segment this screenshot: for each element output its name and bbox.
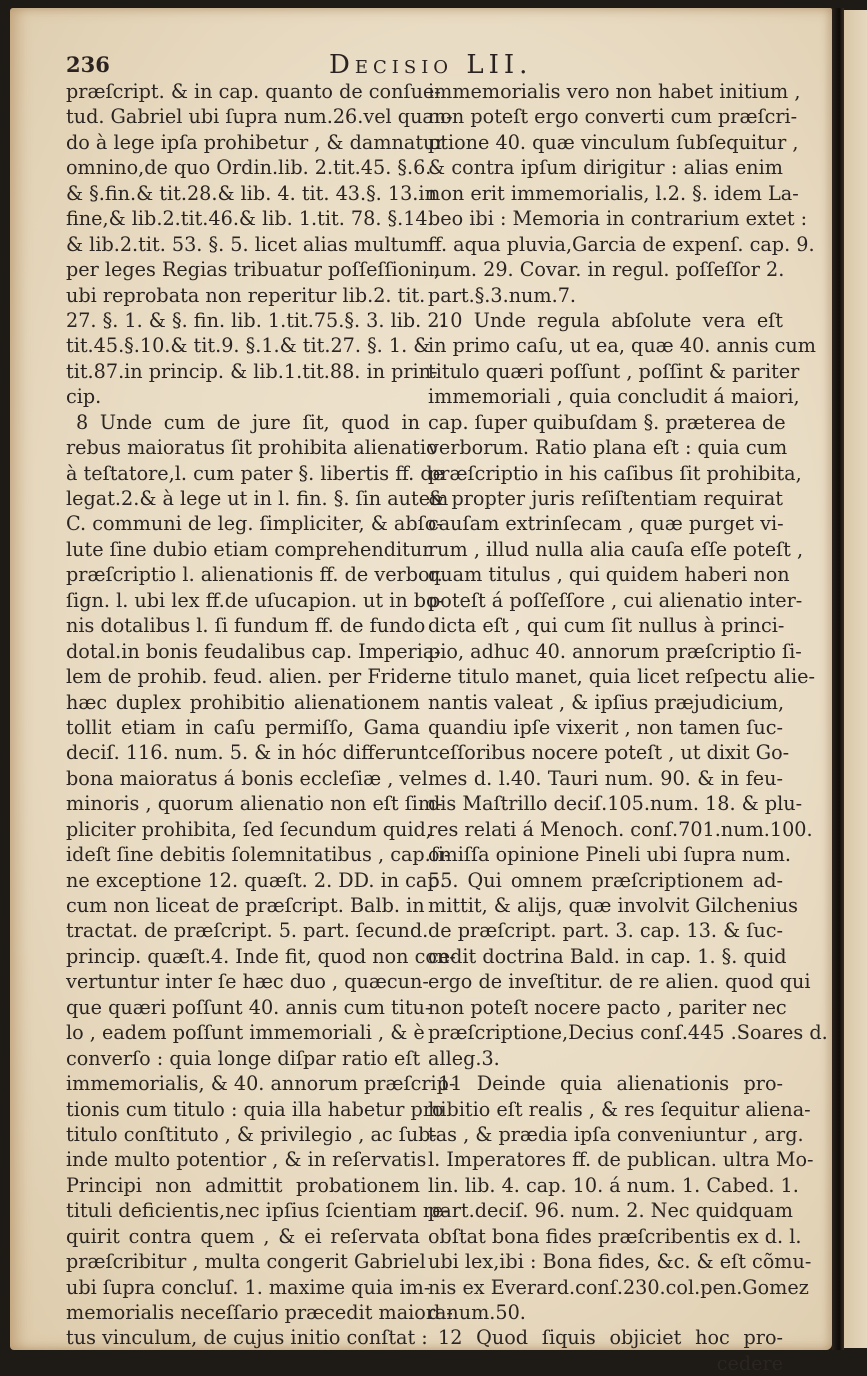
text-line: vertuntur inter ſe hæc duo , quæcun- [66, 970, 429, 994]
paragraph-start-line: 12 Quod ſiquis objiciet hoc pro- [438, 1326, 783, 1350]
text-line: que quæri poſſunt 40. annis cum titu- [66, 995, 432, 1019]
adjacent-page-edge [844, 10, 867, 1348]
text-line: cip. [66, 385, 102, 409]
page-number: 236 [66, 52, 110, 77]
text-line: non poteſt ergo converti cum præſcri- [428, 105, 798, 129]
text-line: beo ibi : Memoria in contrarium extet : [428, 207, 808, 231]
page-header [66, 52, 791, 78]
text-line: & §.fin.& tit.28.& lib. 4. tit. 43.§. 13.in [66, 181, 437, 205]
text-line: part.deciſ. 96. num. 2. Nec quidquam [428, 1199, 793, 1223]
text-line: tus vinculum, de cujus initio conſtat : [66, 1326, 428, 1350]
text-line: hæc duplex prohibitio alienationem [66, 690, 420, 714]
text-line: converſo : quia longe diſpar ratio eſt [66, 1046, 421, 1070]
text-line: pliciter prohibita, ſed ſecundum quid, [66, 817, 432, 841]
text-line: do à lege ipſa prohibetur , & damnatur [66, 130, 445, 154]
text-line: ff. aqua pluvia,Garcia de expenſ. cap. 9. [428, 232, 815, 256]
text-line: num. 29. Covar. in regul. poſſeſſor 2. [428, 258, 785, 282]
text-line: memorialis neceſſario præcedit maiora- [66, 1301, 453, 1324]
left-column [66, 79, 456, 1351]
text-line: præſcriptio in his caſibus ſit prohibita, [428, 461, 802, 485]
text-line: immemoriali , quia concludit á maiori, [428, 385, 800, 409]
text-line: cedere [716, 1351, 783, 1375]
text-line: omnino,de quo Ordin.lib. 2.tit.45. §.6. [66, 156, 432, 180]
text-line: hibitio eſt realis , & res ſequitur aliena- [428, 1097, 811, 1121]
text-line: dis Maſtrillo deciſ.105.num. 18. & plu- [428, 792, 803, 816]
text-line: lem de prohib. feud. alien. per Frider. [66, 665, 433, 689]
text-line: 27. §. 1. & §. fin. lib. 1.tit.75.§. 3. lib. 2. [66, 308, 446, 332]
running-head: Decisio LII. [329, 50, 533, 80]
text-line: tionis cum titulo : quia illa habetur pro [66, 1097, 444, 1121]
text-line: legat.2.& à lege ut in l. fin. §. ſin autem [66, 487, 449, 510]
text-line: nis ex Everard.conſ.230.col.pen.Gomez [428, 1275, 809, 1299]
text-line: ubi lex,ibi : Bona fides, &c. & eſt cõmu- [428, 1250, 812, 1274]
text-line: lin. lib. 4. cap. 10. á num. 1. Cabed. 1. [428, 1173, 799, 1197]
text-line: alleg.3. [428, 1046, 500, 1070]
text-line: titulo conſtituto , & privilegio , ac ſub- [66, 1122, 437, 1146]
text-line: fine,& lib.2.tit.46.& lib. 1.tit. 78. §.14. [66, 207, 434, 231]
text-line: rum , illud nulla alia cauſa eſſe poteſt , [428, 537, 804, 561]
text-line: cap. ſuper quibuſdam §. præterea de [428, 410, 786, 434]
text-line: ne exceptione 12. quæſt. 2. DD. in cap. [66, 868, 446, 892]
text-line: immemorialis, & 40. annorum præſcrip- [66, 1072, 456, 1096]
text-line: mittit, & alijs, quæ involvit Gilchenius [428, 894, 799, 917]
text-line: omiſſa opinione Pineli ubi ſupra num. [428, 843, 791, 867]
text-line: obſtat bona fides præſcribentis ex d. l. [428, 1224, 802, 1248]
text-line: tractat. de præſcript. 5. part. ſecund. [66, 919, 429, 943]
text-line: à teſtatore,l. cum pater §. libertis ff. de [66, 461, 444, 485]
text-line: immemorialis vero non habet initium , [428, 80, 801, 103]
text-line: cauſam extrinſecam , quæ purget vi- [428, 512, 784, 536]
text-line: & propter juris reſiſtentiam requirat [428, 487, 783, 510]
text-line: lo , eadem poſſunt immemoriali , & è [66, 1021, 425, 1045]
text-line: ubi ſupra concluſ. 1. maxime quia im- [66, 1275, 431, 1299]
paragraph-start-line: 8 Unde cum de jure ſit, quod in [76, 410, 420, 434]
text-line: rebus maioratus ſit prohibita alienatio [66, 436, 438, 460]
text-line: deciſ. 116. num. 5. & in hóc differunt [66, 741, 428, 765]
text-line: non poteſt nocere pacto , pariter nec [428, 995, 787, 1019]
text-line: nantis valeat , & ipſius præjudicium, [428, 690, 785, 714]
text-line: cedit doctrina Bald. in cap. 1. §. quid [428, 944, 787, 968]
text-line: l. Imperatores ff. de publican. ultra Mo- [428, 1148, 814, 1172]
text-line: tollit etiam in caſu permiſſo, Gama [66, 715, 420, 739]
paragraph-start-line: 11 Deinde quia alienationis pro- [438, 1072, 783, 1096]
text-line: nis dotalibus l. ſi fundum ff. de fundo [66, 614, 426, 638]
text-line: in primo caſu, ut ea, quæ 40. annis cum [428, 334, 816, 358]
text-line: ergo de inveſtitur. de re alien. quod qui [428, 970, 811, 994]
text-line: quam titulus , qui quidem haberi non [428, 563, 790, 587]
text-line: tit.87.in princip. & lib.1.tit.88. in prin- [66, 359, 438, 383]
text-line: verborum. Ratio plana eſt : quia cum [428, 436, 788, 460]
text-line: præſcriptio l. alienationis ff. de verbor. [66, 563, 443, 587]
text-line: ideſt ſine debitis ſolemnitatibus , cap.ſi- [66, 843, 451, 867]
text-line: tit.45.§.10.& tit.9. §.1.& tit.27. §. 1. & [66, 334, 431, 358]
text-line: ubi reprobata non reperitur lib.2. tit. [66, 283, 426, 307]
text-line: ſign. l. ubi lex ff.de uſucapion. ut in bo- [66, 588, 445, 612]
text-line: dotal.in bonis feudalibus cap. Imperia- [66, 639, 441, 663]
text-line: poteſt á poſſeſſore , cui alienatio inter- [428, 588, 803, 612]
text-line: C. communi de leg. ſimpliciter, & abſo- [66, 512, 443, 536]
text-line: part.§.3.num.7. [428, 283, 577, 307]
text-line: res relati á Menoch. conſ.701.num.100. [428, 817, 813, 841]
text-line: princip. quæſt.4. Inde fit, quod non con- [66, 944, 456, 968]
text-line: Principi non admittit probationem [66, 1173, 420, 1197]
text-line: tas , & prædia ipſa conveniuntur , arg. [428, 1122, 804, 1146]
text-line: pio, adhuc 40. annorum præſcriptio ſi- [428, 639, 802, 663]
text-line: titulo quæri poſſunt , poſſint & pariter [428, 359, 800, 383]
text-line: tud. Gabriel ubi ſupra num.26.vel quan- [66, 105, 453, 129]
text-line: quandiu ipſe vixerit , non tamen ſuc- [428, 715, 783, 739]
text-line: non erit immemorialis, l.2. §. idem La- [428, 181, 799, 205]
text-line: & contra ipſum dirigitur : alias enim [428, 156, 783, 180]
text-line: quirit contra quem , & ei reſervata [66, 1224, 420, 1248]
text-line: ceſſoribus nocere poteſt , ut dixit Go- [428, 741, 790, 765]
text-line: lute ſine dubio etiam comprehenditur [66, 537, 432, 561]
text-line: ptione 40. quæ vinculum ſubſequitur , [428, 130, 799, 154]
text-line: de præſcript. part. 3. cap. 13. & ſuc- [428, 919, 783, 943]
right-column [428, 79, 828, 1376]
text-line: per leges Regias tribuatur poſſeſſioni , [66, 258, 441, 282]
text-line: 55. Qui omnem præſcriptionem ad- [428, 868, 783, 892]
text-line: mes d. l.40. Tauri num. 90. & in feu- [428, 766, 783, 790]
text-line: præſcriptione,Decius conſ.445 .Soares d. [428, 1021, 828, 1045]
text-line: præſcribitur , multa congerit Gabriel [66, 1250, 426, 1274]
text-line: & lib.2.tit. 53. §. 5. licet alias multum [66, 232, 429, 256]
text-line: bona maioratus á bonis eccleſiæ , vel [66, 766, 428, 790]
text-line: præſcript. & in cap. quanto de conſue- [66, 80, 441, 103]
text-line: dicta eſt , qui cum ſit nullus à princi- [428, 614, 785, 638]
text-line: cum non liceat de præſcript. Balb. in [66, 894, 425, 917]
text-line: tituli deficientis,nec ipſius ſcientiam re- [66, 1199, 450, 1223]
paragraph-start-line: 10 Unde regula abſolute vera eſt [438, 308, 783, 332]
text-line: ne titulo manet, quia licet reſpectu alie- [428, 665, 816, 689]
text-line: d.num.50. [428, 1301, 526, 1324]
text-line: minoris , quorum alienatio non eſt ſim- [66, 792, 443, 816]
text-line: inde multo potentior , & in reſervatis [66, 1148, 427, 1172]
book-gutter [832, 8, 844, 1350]
